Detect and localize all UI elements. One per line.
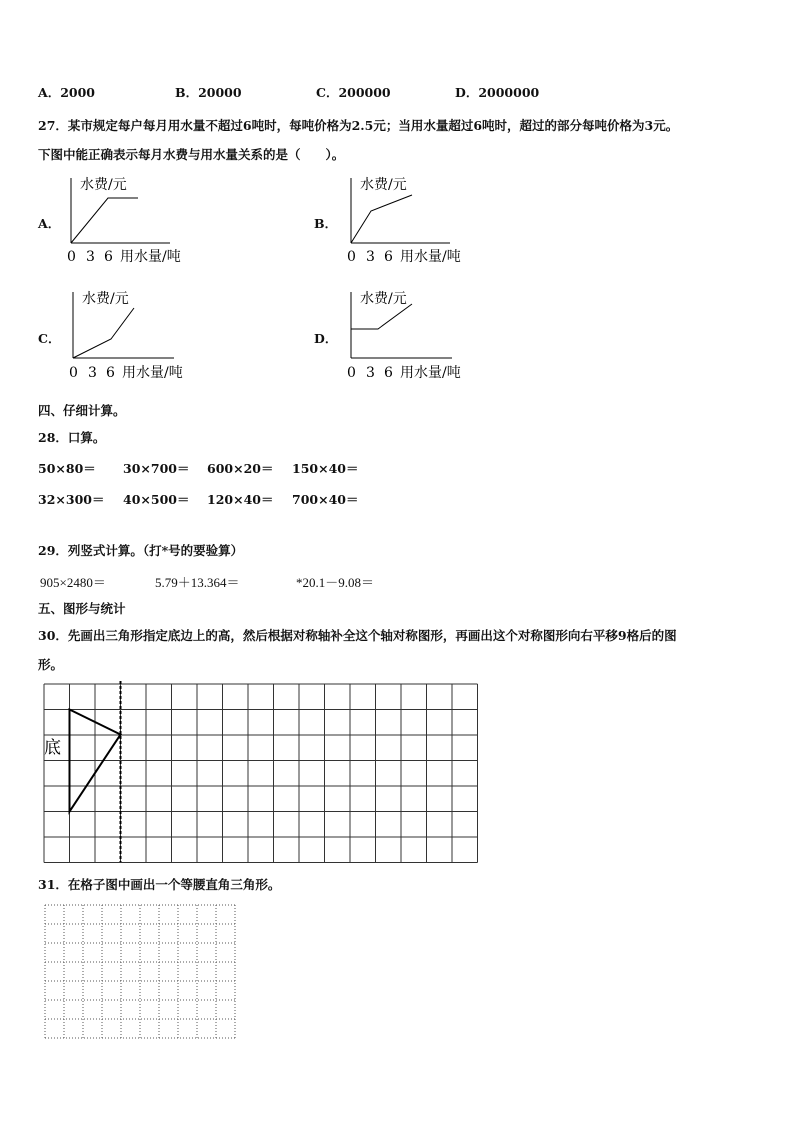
q26-option-b: B．20000	[175, 85, 242, 100]
q30-question-line2: 形。	[38, 657, 64, 672]
graph-line	[73, 308, 134, 358]
q28-item: 30×700＝	[123, 461, 190, 476]
q29-title: 29．列竖式计算。（打*号的要验算）	[38, 543, 244, 558]
tick-0: 0	[67, 249, 76, 265]
q26-option-d: D．2000000	[455, 85, 540, 100]
q27-option-a-label: A．	[38, 216, 61, 231]
q26-option-c: C．200000	[316, 85, 391, 100]
q28-item: 120×40＝	[207, 492, 274, 507]
section-4-heading: 四、仔细计算。	[38, 403, 126, 418]
x-axis-label: 用水量/吨	[400, 249, 461, 265]
q29-item: 5.79＋13.364＝	[155, 575, 240, 590]
tick-0: 0	[347, 249, 356, 265]
tick-6: 6	[384, 249, 393, 265]
tick-0: 0	[347, 365, 356, 381]
q26-option-a: A．2000	[38, 85, 95, 100]
q30-question-line1: 30．先画出三角形指定底边上的高，然后根据对称轴补全这个轴对称图形，再画出这个对称图形向右平移9格后的图	[38, 628, 677, 643]
q31-grid-lines	[45, 905, 235, 1038]
graph-line	[351, 304, 412, 329]
q27-question-line1: 27．某市规定每户每月用水量不超过6吨时，每吨价格为2.5元；当用水量超过6吨时，超过的部分每吨价格为3元。	[38, 118, 679, 133]
tick-3: 3	[366, 365, 375, 381]
q31-dotted-grid	[42, 902, 242, 1042]
x-axis-label: 用水量/吨	[122, 365, 183, 381]
tick-3: 3	[366, 249, 375, 265]
q27-graph-d	[340, 284, 495, 389]
tick-6: 6	[104, 249, 113, 265]
graph-line	[351, 195, 412, 243]
q31-title: 31．在格子图中画出一个等腰直角三角形。	[38, 877, 281, 892]
y-axis-label: 水费/元	[360, 177, 407, 193]
q27-option-b-label: B．	[314, 216, 338, 231]
graph-line	[71, 198, 138, 243]
base-label: 底	[44, 738, 61, 758]
q27-option-c-label: C．	[38, 331, 61, 346]
y-axis-label: 水费/元	[82, 291, 129, 307]
q27-graph-b	[340, 170, 490, 270]
tick-6: 6	[106, 365, 115, 381]
q28-item: 50×80＝	[38, 461, 96, 476]
q28-item: 40×500＝	[123, 492, 190, 507]
q28-title: 28．口算。	[38, 430, 106, 445]
q27-graph-c	[62, 284, 217, 389]
q27-question-line2: 下图中能正确表示每月水费与用水量关系的是（ ）。	[38, 147, 345, 162]
q28-item: 700×40＝	[292, 492, 359, 507]
q28-item: 32×300＝	[38, 492, 105, 507]
y-axis-label: 水费/元	[360, 291, 407, 307]
section-5-heading: 五、图形与统计	[38, 601, 126, 616]
x-axis-label: 用水量/吨	[400, 365, 461, 381]
q28-item: 150×40＝	[292, 461, 359, 476]
y-axis-label: 水费/元	[80, 177, 127, 193]
q30-grid-figure	[40, 680, 482, 864]
tick-3: 3	[86, 249, 95, 265]
q29-item: 905×2480＝	[40, 575, 106, 590]
tick-3: 3	[88, 365, 97, 381]
q30-grid-lines	[44, 684, 478, 863]
tick-6: 6	[384, 365, 393, 381]
q27-option-d-label: D．	[314, 331, 338, 346]
q27-graph-a	[60, 170, 210, 270]
q28-item: 600×20＝	[207, 461, 274, 476]
tick-0: 0	[69, 365, 78, 381]
q29-item: *20.1－9.08＝	[296, 575, 375, 590]
x-axis-label: 用水量/吨	[120, 249, 181, 265]
